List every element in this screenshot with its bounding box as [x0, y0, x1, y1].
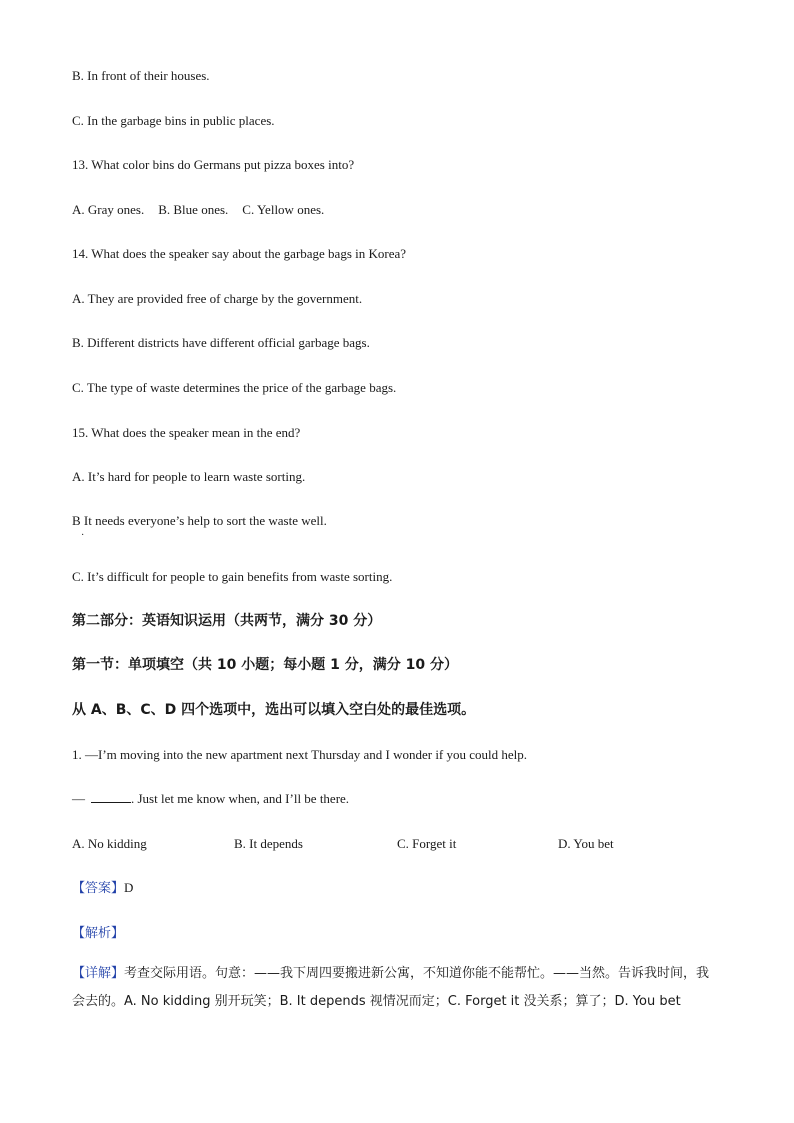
- q14-question: 14. What does the speaker say about the garbage bags in Korea?: [72, 246, 407, 261]
- q15-question: 15. What does the speaker mean in the end?: [72, 425, 301, 440]
- part-two-title: 第二部分：英语知识运用（共两节，满分 30 分）: [72, 613, 382, 629]
- q13-option-a: A. Gray ones.: [72, 202, 145, 217]
- answer-line: [72, 879, 133, 898]
- answer-blank: [91, 790, 131, 803]
- section-one-title: 第一节：单项填空（共 10 小题；每小题 1 分，满分 10 分）: [72, 657, 458, 673]
- q14-option-c: C. The type of waste determines the price of the garbage bags.: [72, 380, 397, 395]
- q15-option-c: C. It’s difficult for people to gain benefits from waste sorting.: [72, 569, 393, 584]
- q1-option-d: D. You bet: [558, 836, 614, 851]
- q13-option-b: B. Blue ones.: [158, 202, 229, 217]
- q1-line-2: [72, 790, 349, 808]
- q15-option-b: B It needs everyone’s help to sort the waste well.: [72, 513, 327, 528]
- q1-line-2-text: . Just let me know when, and I’ll be there.: [131, 791, 350, 806]
- q15-option-a: A. It’s hard for people to learn waste sorting.: [72, 469, 306, 484]
- q1-dash: —: [72, 791, 85, 806]
- section-instruction: 从 A、B、C、D 四个选项中，选出可以填入空白处的最佳选项。: [72, 702, 476, 718]
- q12-option-b: B. In front of their houses.: [72, 68, 210, 83]
- q14-option-a: A. They are provided free of charge by the government.: [72, 291, 363, 306]
- q1-option-b: B. It depends: [234, 836, 303, 851]
- answer-tag: 【答案】: [72, 881, 125, 896]
- q13-option-c: C. Yellow ones.: [242, 202, 325, 217]
- q13-question: 13. What color bins do Germans put pizza boxes into?: [72, 157, 355, 172]
- q13-options: [72, 201, 324, 219]
- q15-option-b-dot: ·: [81, 530, 85, 541]
- answer-value: D: [124, 880, 134, 895]
- q1-option-c: C. Forget it: [397, 836, 457, 851]
- analysis-line: [72, 924, 124, 943]
- detail-paragraph: [72, 960, 722, 1016]
- analysis-tag: 【解析】: [72, 926, 125, 941]
- detail-tag: 【详解】: [72, 966, 125, 981]
- q14-option-b: B. Different districts have different official garbage bags.: [72, 335, 370, 350]
- q12-option-c: C. In the garbage bins in public places.: [72, 113, 275, 128]
- detail-text: 考查交际用语。句意：——我下周四要搬进新公寓，不知道你能不能帮忙。——当然。告诉我时间，我会去的。A. No kidding 别开玩笑；B. It depends 视情况而定；C. Forget it 没关系；算了；D. You bet: [72, 966, 710, 1009]
- q1-line-1: 1. —I’m moving into the new apartment next Thursday and I wonder if you could help.: [72, 747, 528, 762]
- q1-option-a: A. No kidding: [72, 836, 147, 851]
